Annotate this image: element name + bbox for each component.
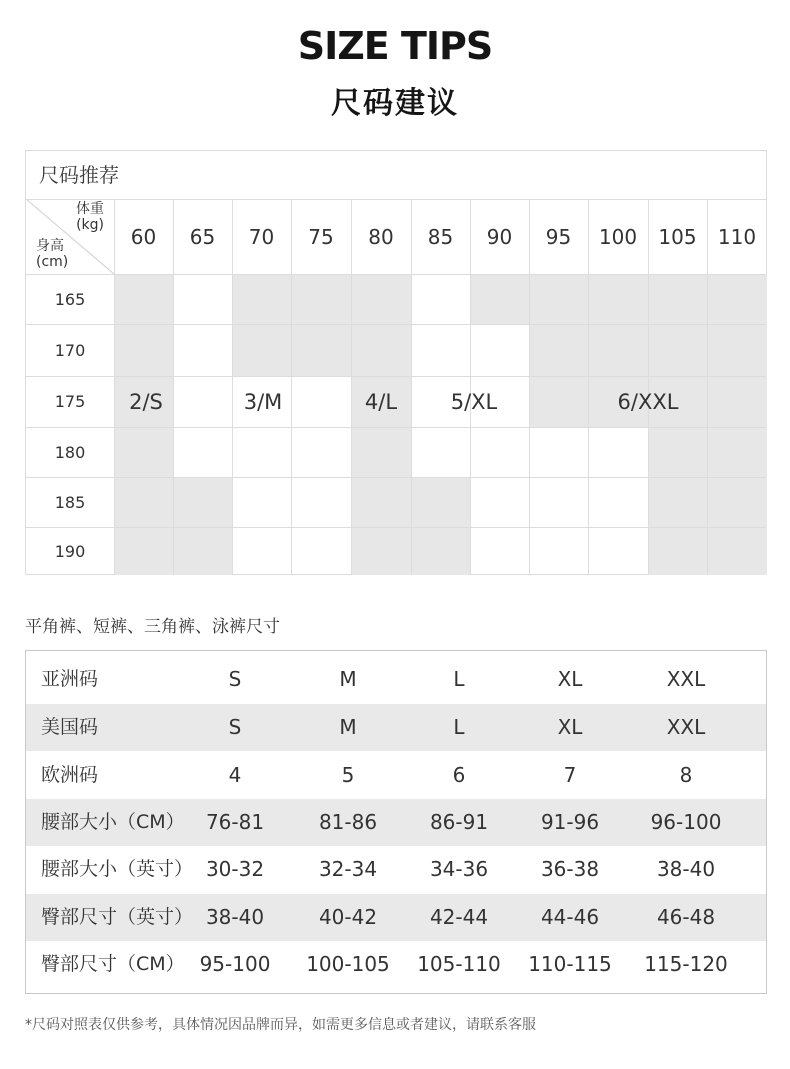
weight-header: 80 bbox=[368, 224, 394, 249]
table-cell: S bbox=[228, 667, 242, 691]
table-cell: 4 bbox=[228, 763, 242, 787]
table-cell: 95-100 bbox=[199, 952, 271, 976]
size-cell bbox=[529, 527, 588, 575]
footnote: *尺码对照表仅供参考，具体情况因品牌而异，如需更多信息或者建议，请联系客服 bbox=[25, 1017, 536, 1033]
weight-label: 体重 bbox=[76, 201, 104, 217]
height-header: 180 bbox=[54, 442, 86, 462]
size-cell bbox=[707, 274, 767, 324]
size-recommendation-grid bbox=[25, 150, 767, 575]
size-cell bbox=[470, 274, 529, 324]
size-cell bbox=[291, 477, 351, 527]
size-cell bbox=[173, 427, 232, 477]
row-label: 美国码 bbox=[41, 716, 99, 738]
size-cell bbox=[470, 324, 529, 376]
table-cell: 7 bbox=[563, 763, 577, 787]
weight-header: 90 bbox=[486, 224, 513, 249]
table-row bbox=[26, 799, 766, 846]
grid-row-line bbox=[26, 324, 766, 325]
table-cell: 5 bbox=[341, 763, 355, 787]
size-cell bbox=[114, 477, 173, 527]
table-cell: 42-44 bbox=[429, 905, 489, 929]
weight-header: 105 bbox=[658, 224, 697, 249]
weight-header: 60 bbox=[130, 224, 157, 249]
height-header: 165 bbox=[54, 289, 86, 309]
size-cell bbox=[173, 527, 232, 575]
table-cell: 91-96 bbox=[540, 810, 600, 834]
size-cell bbox=[173, 274, 232, 324]
table-cell: 8 bbox=[679, 763, 693, 787]
size-cell bbox=[707, 527, 767, 575]
size-cell bbox=[232, 427, 291, 477]
size-cell bbox=[291, 427, 351, 477]
size-cell bbox=[411, 527, 470, 575]
size-cell bbox=[232, 324, 291, 376]
table-cell: M bbox=[339, 667, 357, 691]
grid-row-line bbox=[26, 477, 766, 478]
size-cell bbox=[707, 427, 767, 477]
height-axis-label bbox=[36, 238, 68, 270]
table-cell: 30-32 bbox=[205, 857, 265, 881]
table-row bbox=[26, 846, 766, 893]
table-cell: 76-81 bbox=[205, 810, 265, 834]
table-cell: 46-48 bbox=[656, 905, 716, 929]
weight-header: 75 bbox=[308, 224, 334, 249]
size-cell bbox=[588, 274, 648, 324]
table-row bbox=[26, 941, 766, 988]
table-cell: 100-105 bbox=[306, 952, 390, 976]
table-cell: XL bbox=[557, 667, 583, 691]
table-cell: XXL bbox=[666, 667, 706, 691]
table-cell: 86-91 bbox=[429, 810, 489, 834]
table-cell: L bbox=[453, 715, 465, 739]
size-cell bbox=[529, 427, 588, 477]
size-cell bbox=[588, 477, 648, 527]
size-cell bbox=[232, 274, 291, 324]
size-cell bbox=[173, 376, 232, 427]
table-cell: 110-115 bbox=[528, 952, 612, 976]
size-cell bbox=[588, 527, 648, 575]
table-cell: 44-46 bbox=[540, 905, 600, 929]
size-label: 3/M bbox=[243, 390, 283, 414]
size-cell bbox=[232, 527, 291, 575]
table-cell: 36-38 bbox=[540, 857, 600, 881]
size-cell bbox=[114, 274, 173, 324]
grid-row-line bbox=[26, 376, 766, 377]
size-label: 4/L bbox=[364, 390, 398, 414]
table-cell: 115-120 bbox=[644, 952, 728, 976]
size-cell bbox=[351, 274, 411, 324]
table-row bbox=[26, 704, 766, 751]
weight-header: 100 bbox=[598, 224, 638, 249]
height-header: 170 bbox=[54, 340, 86, 360]
size-label: 2/S bbox=[129, 390, 163, 414]
size-cell bbox=[648, 274, 707, 324]
size-cell bbox=[529, 324, 588, 376]
size-cell bbox=[529, 274, 588, 324]
size-cell bbox=[291, 324, 351, 376]
table-cell: 105-110 bbox=[417, 952, 501, 976]
table-row bbox=[26, 656, 766, 703]
row-label: 欧洲码 bbox=[41, 764, 99, 786]
size-cell bbox=[411, 274, 470, 324]
table-cell: 38-40 bbox=[656, 857, 716, 881]
grid-corner-header bbox=[26, 199, 114, 274]
weight-header: 70 bbox=[248, 224, 275, 249]
table-cell: XXL bbox=[666, 715, 706, 739]
height-header: 185 bbox=[54, 492, 86, 512]
size-cell bbox=[707, 477, 767, 527]
height-unit: (cm) bbox=[36, 254, 69, 270]
size-label: 6/XXL bbox=[617, 390, 679, 414]
size-cell bbox=[529, 376, 588, 427]
size-cell bbox=[173, 477, 232, 527]
weight-header: 110 bbox=[717, 224, 757, 249]
table-cell: 40-42 bbox=[318, 905, 378, 929]
size-label: 5/XL bbox=[450, 390, 498, 414]
table-cell: 34-36 bbox=[429, 857, 489, 881]
page-subtitle: 尺码建议 bbox=[331, 86, 459, 121]
table-cell: 96-100 bbox=[650, 810, 722, 834]
table-row bbox=[26, 752, 766, 799]
size-cell bbox=[707, 324, 767, 376]
grid-row-line bbox=[26, 527, 766, 528]
row-label: 臀部尺寸（CM） bbox=[41, 953, 185, 975]
grid-title: 尺码推荐 bbox=[39, 163, 119, 187]
size-cell bbox=[351, 427, 411, 477]
pants-size-table bbox=[25, 650, 767, 994]
size-cell bbox=[351, 477, 411, 527]
table-cell: 38-40 bbox=[205, 905, 265, 929]
table-cell: M bbox=[339, 715, 357, 739]
table-cell: 81-86 bbox=[318, 810, 378, 834]
table-row bbox=[26, 894, 766, 941]
size-cell bbox=[411, 477, 470, 527]
size-cell bbox=[291, 274, 351, 324]
size-cell bbox=[351, 324, 411, 376]
weight-header: 95 bbox=[545, 224, 572, 249]
weight-header: 85 bbox=[427, 224, 454, 249]
weight-unit: (kg) bbox=[76, 217, 104, 233]
size-cell bbox=[291, 527, 351, 575]
size-cell bbox=[173, 324, 232, 376]
height-header: 175 bbox=[54, 392, 86, 411]
pants-table-title: 平角裤、短裤、三角裤、泳裤尺寸 bbox=[25, 617, 280, 637]
size-cell bbox=[114, 527, 173, 575]
size-cell bbox=[529, 477, 588, 527]
size-cell bbox=[588, 427, 648, 477]
table-cell: 32-34 bbox=[318, 857, 378, 881]
grid-row-line bbox=[26, 274, 766, 275]
size-cell bbox=[707, 376, 767, 427]
row-label: 臀部尺寸（英寸） bbox=[41, 906, 194, 928]
size-cell bbox=[648, 427, 707, 477]
table-cell: 6 bbox=[452, 763, 466, 787]
size-cell bbox=[588, 324, 648, 376]
size-cell bbox=[648, 477, 707, 527]
table-cell: S bbox=[228, 715, 242, 739]
row-label: 腰部大小（CM） bbox=[41, 811, 185, 833]
size-cell bbox=[114, 427, 173, 477]
size-cell bbox=[351, 527, 411, 575]
size-cell bbox=[648, 527, 707, 575]
size-cell bbox=[411, 427, 470, 477]
table-cell: XL bbox=[557, 715, 583, 739]
row-label: 亚洲码 bbox=[41, 668, 99, 690]
weight-header: 65 bbox=[189, 224, 216, 249]
size-cell bbox=[291, 376, 351, 427]
size-cell bbox=[470, 477, 529, 527]
size-cell bbox=[411, 324, 470, 376]
size-cell bbox=[470, 427, 529, 477]
row-label: 腰部大小（英寸） bbox=[41, 858, 194, 880]
page-title: SIZE TIPS bbox=[297, 24, 493, 68]
table-cell: L bbox=[453, 667, 465, 691]
size-cell bbox=[470, 527, 529, 575]
weight-axis-label bbox=[76, 201, 104, 233]
height-label: 身高 bbox=[36, 238, 64, 254]
height-header: 190 bbox=[54, 541, 86, 561]
size-cell bbox=[232, 477, 291, 527]
size-cell bbox=[648, 324, 707, 376]
size-cell bbox=[114, 324, 173, 376]
grid-row-line bbox=[26, 427, 766, 428]
